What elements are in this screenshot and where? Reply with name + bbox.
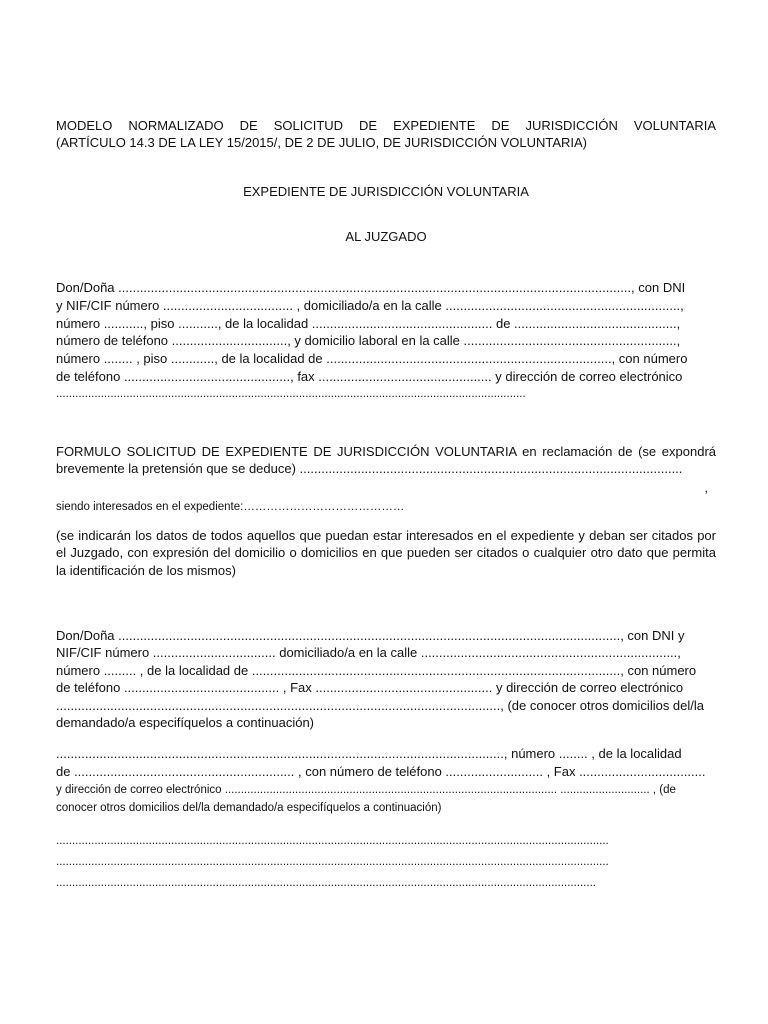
address-line: de ............................................................. , con número de teléfono ........................... , Fax ...................................	[56, 764, 706, 779]
interested-label: siendo interesados en el expediente:……………………………………	[56, 501, 405, 513]
address-line: conocer otros domicilios del/la demandado/a especifíquelos a continuación)	[56, 802, 442, 814]
section-heading: EXPEDIENTE DE JURISDICCIÓN VOLUNTARIA	[243, 184, 529, 199]
interested-line: Don/Doña ..........................................................................................................................................., con DNI y	[56, 628, 685, 643]
blank-line: .............................................................................................................................................................................	[56, 856, 609, 868]
address-line: y dirección de correo electrónico ........................................................................................................ ............................ , (de	[56, 784, 676, 796]
applicant-line: número ........ , piso ............, de la localidad de ..............................................................................., con número	[56, 351, 688, 367]
request-paragraph	[56, 443, 716, 478]
title-line-1: MODELO NORMALIZADO DE SOLICITUD DE EXPEDIENTE DE JURISDICCIÓN VOLUNTARIA	[56, 118, 716, 133]
blank-line: .............................................................................................................................................................................	[56, 835, 609, 847]
address-line: ............................................................................................................................, número ........ , de la localidad	[56, 746, 682, 761]
address-block	[56, 745, 716, 817]
applicant-line: y NIF/CIF número .................................... , domiciliado/a en la calle .................................................................,	[56, 297, 684, 313]
court-heading: AL JUZGADO	[345, 229, 427, 244]
blank-lines	[56, 831, 716, 894]
interested-line: ..........................................................................................................................., (de conocer otros domicilios del/la	[56, 697, 705, 713]
interested-line: NIF/CIF número .................................. domiciliado/a en la calle .......................................................................,	[56, 645, 681, 661]
form-title	[56, 117, 716, 152]
applicant-block	[56, 279, 716, 404]
applicant-line: número de teléfono ................................, y domicilio laboral en la calle ...........................................................,	[56, 333, 681, 349]
applicant-line: Don/Doña .............................................................................................................................................., con DNI	[56, 280, 686, 295]
request-text: FORMULO SOLICITUD DE EXPEDIENTE DE JURISDICCIÓN VOLUNTARIA en reclamación de (se expondrá brevemente la pretensión que se deduce) ..........................................................................................................	[56, 444, 716, 477]
applicant-line: de teléfono .............................................., fax ................................................ y dirección de correo electrónico	[56, 368, 683, 384]
applicant-line: número ..........., piso ..........., de la localidad .................................................. de .............................................,	[56, 315, 681, 331]
blank-line: .........................................................................................................................................................................	[56, 877, 596, 889]
request-comma: ,	[704, 480, 708, 495]
interested-line: de teléfono ........................................... , Fax ................................................. y dirección de correo electrónico	[56, 680, 684, 696]
interested-line: número ......... , de la localidad de ......................................................................................................, con número	[56, 662, 697, 678]
interested-note: (se indicarán los datos de todos aquellos que puedan estar interesados en el expediente y deban ser citados por el Juzgado, con expresión del domicilio o domicilios en que pueden ser citados o cualquier otro dato que permita la identificación de los mismos)	[56, 528, 716, 578]
title-line-2: (ARTÍCULO 14.3 DE LA LEY 15/2015/, DE 2 DE JULIO, DE JURISDICCIÓN VOLUNTARIA)	[56, 135, 588, 151]
interested-line: demandado/a especifíquelos a continuación)	[56, 715, 315, 731]
applicant-line: ...................................................................................................................................................	[56, 387, 526, 400]
interested-block	[56, 627, 716, 731]
